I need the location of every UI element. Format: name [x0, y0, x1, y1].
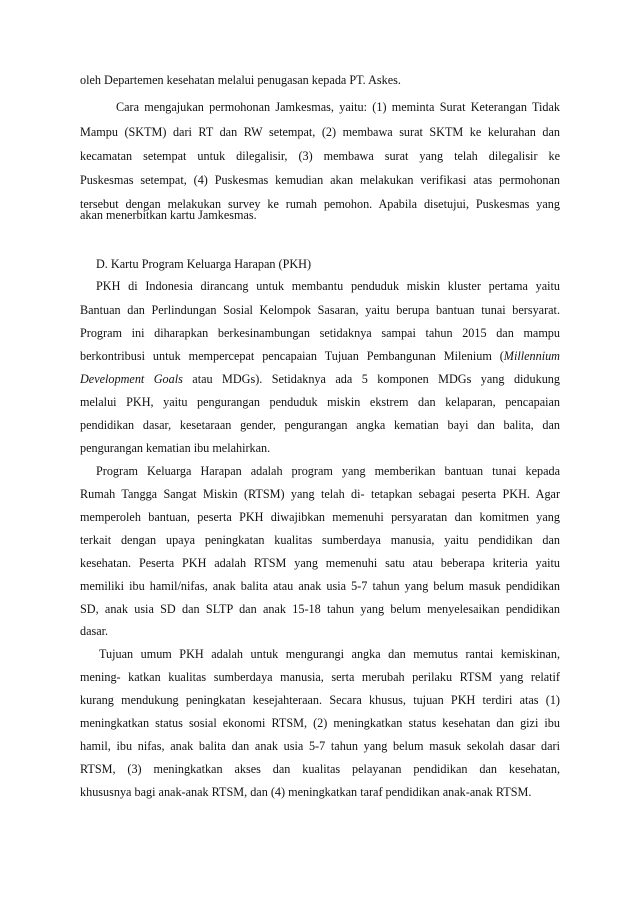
paragraph-line: PKH di Indonesia dirancang untuk membantu penduduk miskin kluster pertama yaitu	[96, 279, 560, 293]
italic-term: Development Goals	[80, 372, 183, 386]
paragraph-line: kurang mendukung peningkatan kesejahteraan. Secara khusus, tujuan PKH terdiri atas (1)	[80, 693, 560, 707]
paragraph-line: Program ini diharapkan berkesinambungan setidaknya sampai tahun 2015 dan mampu	[80, 326, 560, 340]
paragraph-line: mening- katkan kualitas sumberdaya manusia, serta merubah perilaku RTSM yang relatif	[80, 670, 560, 684]
paragraph-line: kesehatan. Peserta PKH adalah RTSM yang memenuhi satu atau beberapa kriteria yaitu	[80, 556, 560, 570]
paragraph-line	[80, 347, 560, 365]
paragraph-line: SD, anak usia SD dan SLTP dan anak 15-18 tahun yang belum menyelesaikan pendidikan	[80, 602, 560, 616]
paragraph-line: Mampu (SKTM) dari RT dan RW setempat, (2) membawa surat SKTM ke kelurahan dan	[80, 125, 560, 139]
paragraph-line: pengurangan kematian ibu melahirkan.	[80, 441, 271, 455]
paragraph-line: Program Keluarga Harapan adalah program yang memberikan bantuan tunai kepada	[96, 464, 560, 478]
paragraph-line: dasar.	[80, 624, 109, 638]
paragraph-line: Tujuan umum PKH adalah untuk mengurangi angka dan memutus rantai kemiskinan,	[99, 647, 560, 661]
paragraph-line: tersebut dengan melakukan survey ke rumah pemohon. Apabila disetujui, Puskesmas yang	[80, 197, 560, 211]
paragraph-line: RTSM, (3) meningkatkan akses dan kualitas pelayanan pendidikan dan kesehatan,	[80, 762, 560, 776]
paragraph-line: Rumah Tangga Sangat Miskin (RTSM) yang telah di- tetapkan sebagai peserta PKH. Agar	[80, 487, 560, 501]
paragraph-line: melalui PKH, yaitu pengurangan penduduk miskin ekstrem dan kelaparan, pencapaian	[80, 395, 560, 409]
paragraph-line: hamil, ibu nifas, anak balita dan anak usia 5-7 tahun yang belum masuk sekolah dasar dari	[80, 739, 560, 753]
paragraph-line: memiliki ibu hamil/nifas, anak balita atau anak usia 5-7 tahun yang belum masuk pendidikan	[80, 579, 560, 593]
paragraph-line: kecamatan setempat untuk dilegalisir, (3) membawa surat yang telah dilegalisir ke	[80, 149, 560, 163]
italic-term: Millennium	[503, 349, 560, 363]
paragraph-line	[80, 370, 560, 388]
paragraph-line: pendidikan dasar, kesetaraan gender, pengurangan angka kematian bayi dan balita, dan	[80, 418, 560, 432]
paragraph-line: akan menerbitkan kartu Jamkesmas.	[80, 208, 257, 222]
paragraph-line: terkait dengan upaya peningkatan kualitas sumberdaya manusia, yaitu pendidikan dan	[80, 533, 560, 547]
text-run: atau MDGs). Setidaknya ada 5 komponen MDGs yang didukung	[182, 372, 560, 386]
paragraph-line: meningkatkan status sosial ekonomi RTSM, (2) meningkatkan status kesehatan dan gizi ibu	[80, 716, 560, 730]
paragraph-line: khususnya bagi anak-anak RTSM, dan (4) meningkatkan taraf pendidikan anak-anak RTSM.	[80, 785, 532, 799]
paragraph-line: oleh Departemen kesehatan melalui penugasan kepada PT. Askes.	[80, 73, 401, 87]
paragraph-line: Puskesmas setempat, (4) Puskesmas kemudian akan melakukan verifikasi atas permohonan	[80, 173, 560, 187]
paragraph-line: memperoleh bantuan, peserta PKH diwajibkan memenuhi persyaratan dan komitmen yang	[80, 510, 560, 524]
paragraph-line: Cara mengajukan permohonan Jamkesmas, yaitu: (1) meminta Surat Keterangan Tidak	[116, 100, 560, 114]
section-heading: D. Kartu Program Keluarga Harapan (PKH)	[96, 257, 312, 271]
text-run: berkontribusi untuk mempercepat pencapaian Tujuan Pembangunan Milenium (	[80, 349, 504, 363]
paragraph-line: Bantuan dan Perlindungan Sosial Kelompok Sasaran, yaitu berupa bantuan tunai bersyarat.	[80, 303, 560, 317]
